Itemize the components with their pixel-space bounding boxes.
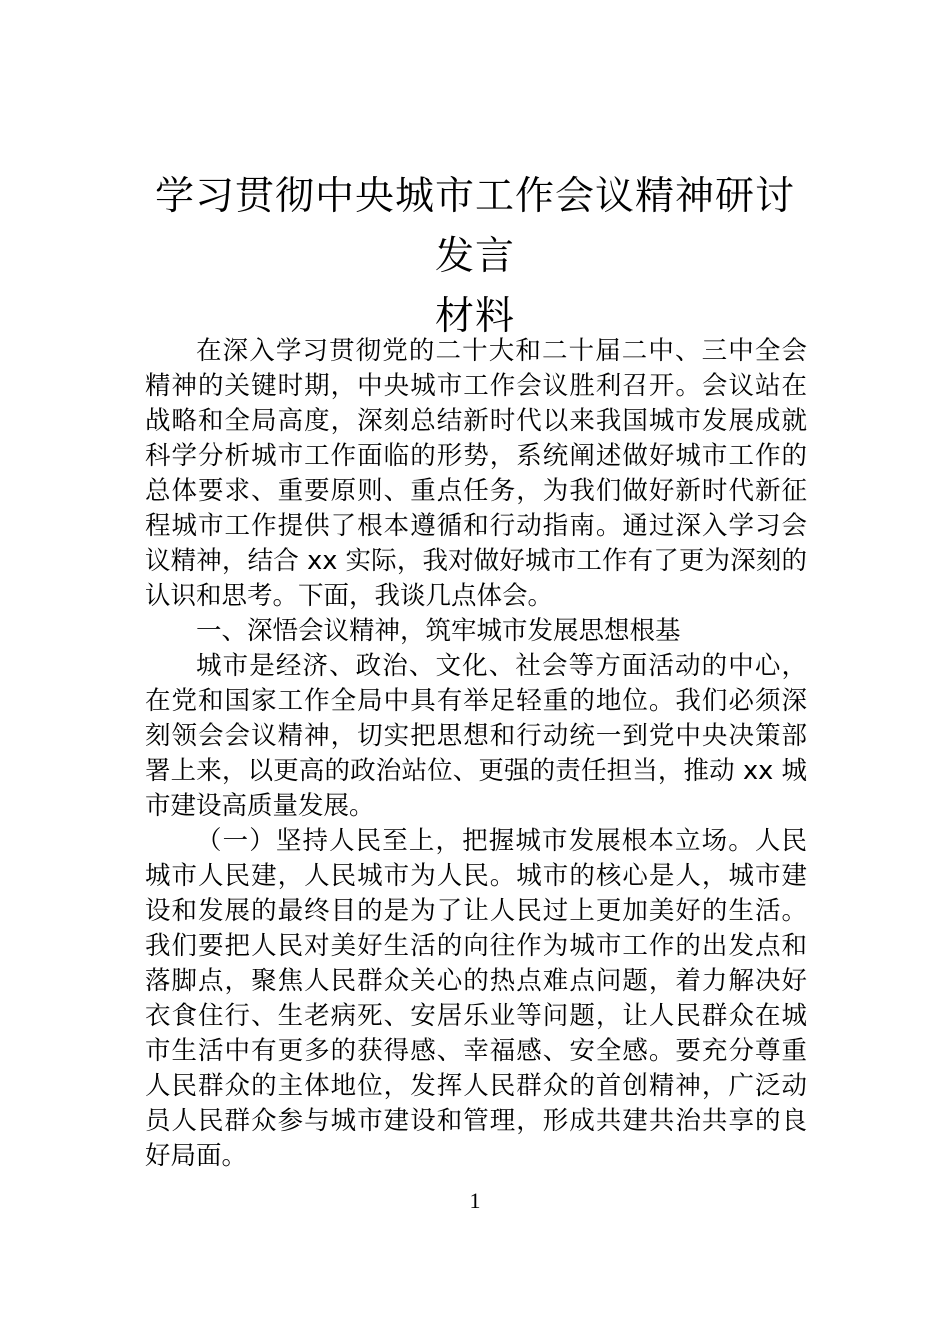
section-paragraph: 城市是经济、政治、文化、社会等方面活动的中心，在党和国家工作全局中具有举足轻重的地位。我们必须深刻领会会议精神，切实把思想和行动统一到党中央决策部署上来，以更高的政治站位、更强的责任担当，推动 xx 城市建设高质量发展。: [145, 651, 807, 821]
section-heading: 一、深悟会议精神，筑牢城市发展思想根基: [196, 616, 681, 646]
document-body: [145, 334, 807, 1174]
document-title: [140, 167, 810, 347]
subsection-paragraph: （一）坚持人民至上，把握城市发展根本立场。人民城市人民建，人民城市为人民。城市的核心是人，城市建设和发展的最终目的是为了让人民过上更加美好的生活。我们要把人民对美好生活的向往作为城市工作的出发点和落脚点，聚焦人民群众关心的热点难点问题，着力解决好衣食住行、生老病死、安居乐业等问题，让人民群众在城市生活中有更多的获得感、幸福感、安全感。要充分尊重人民群众的主体地位，发挥人民群众的首创精神，广泛动员人民群众参与城市建设和管理，形成共建共治共享的良好局面。: [145, 826, 807, 1171]
intro-paragraph: 在深入学习贯彻党的二十大和二十届二中、三中全会精神的关键时期，中央城市工作会议胜利召开。会议站在战略和全局高度，深刻总结新时代以来我国城市发展成就科学分析城市工作面临的形势，系统阐述做好城市工作的总体要求、重要原则、重点任务，为我们做好新时代新征程城市工作提供了根本遵循和行动指南。通过深入学习会议精神，结合 xx 实际，我对做好城市工作有了更为深刻的认识和思考。下面，我谈几点体会。: [145, 336, 807, 611]
page-number: 1: [469, 1188, 481, 1213]
title-line-2: 材料: [434, 294, 515, 339]
title-line-1: 学习贯彻中央城市工作会议精神研讨发言: [154, 174, 795, 279]
